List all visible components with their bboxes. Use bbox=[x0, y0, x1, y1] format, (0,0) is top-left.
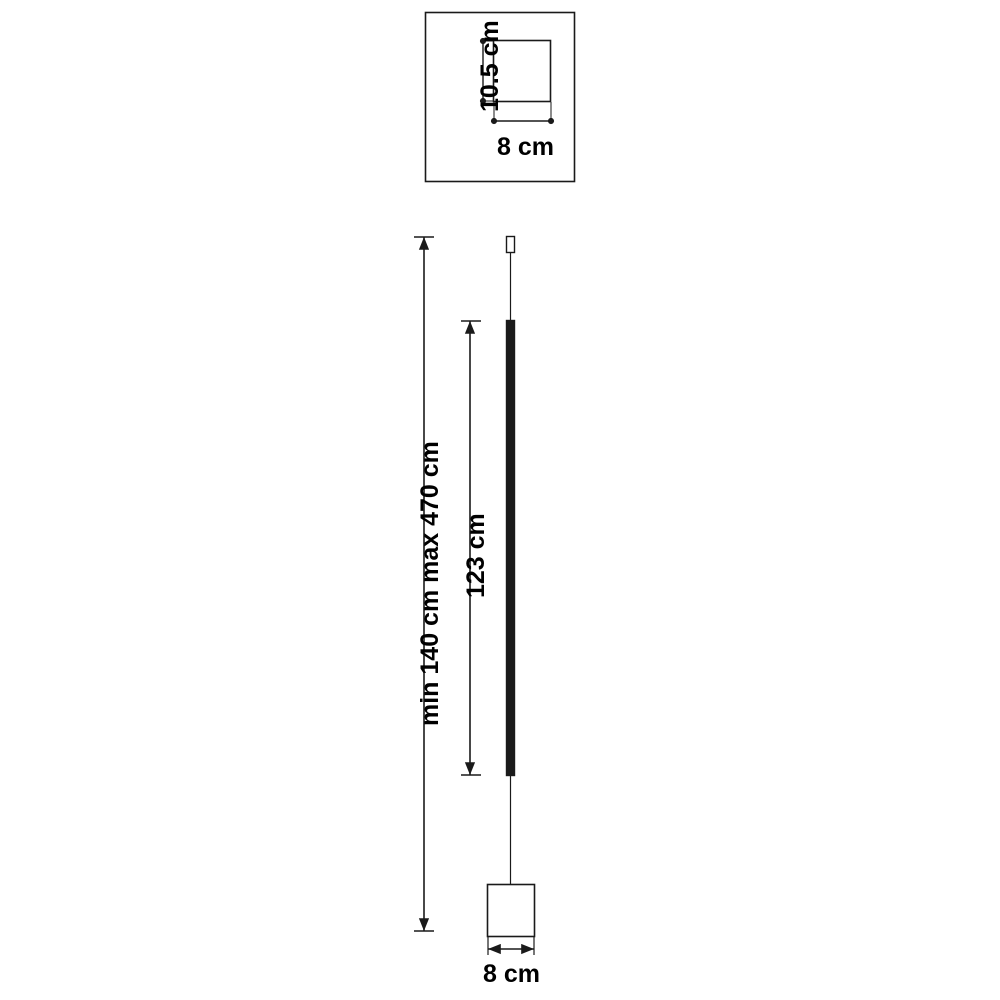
base-width-label: 8 cm bbox=[483, 960, 540, 988]
top-height-label: 10.5 cm bbox=[476, 20, 504, 112]
front-view-top-cap bbox=[507, 237, 515, 253]
overall-height-label: min 140 cm max 470 cm bbox=[416, 441, 444, 726]
top-width-label: 8 cm bbox=[497, 133, 554, 161]
front-view-rod bbox=[507, 321, 515, 776]
front-view-base-block bbox=[488, 885, 535, 937]
rod-length-label: 123 cm bbox=[462, 513, 490, 598]
